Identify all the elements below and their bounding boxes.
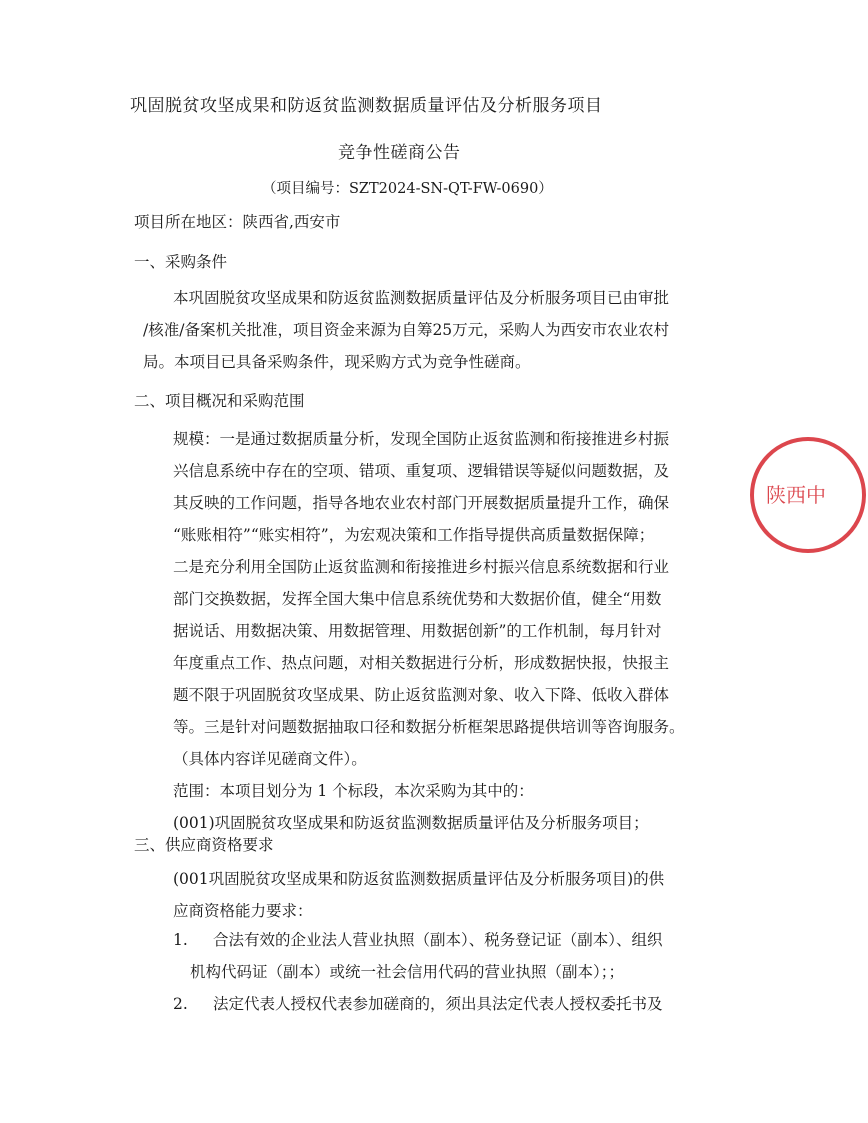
requirement-number: 2. <box>173 995 188 1013</box>
requirement-text: 机构代码证（副本）或统一社会信用代码的营业执照（副本）；； <box>190 963 625 981</box>
section-3-intro-line: (001巩固脱贫攻坚成果和防返贫监测数据质量评估及分析服务项目)的供 <box>173 870 665 888</box>
scale-line: 二是充分利用全国防止返贫监测和衔接推进乡村振兴信息系统数据和行业 <box>173 558 670 576</box>
scale-line: 据说话、用数据决策、用数据管理、用数据创新”的工作机制，每月针对 <box>173 622 662 640</box>
scale-line: “账账相符”“账实相符”，为宏观决策和工作指导提供高质量数据保障； <box>173 526 655 544</box>
project-location: 项目所在地区：陕西省,西安市 <box>134 213 341 231</box>
section-3-heading: 三、供应商资格要求 <box>134 836 274 854</box>
section-1-line: 本巩固脱贫攻坚成果和防返贫监测数据质量评估及分析服务项目已由审批 <box>173 289 670 307</box>
scale-line: （具体内容详见磋商文件）。 <box>173 750 367 768</box>
section-1-heading: 一、采购条件 <box>134 253 228 271</box>
scale-line: 兴信息系统中存在的空项、错项、重复项、逻辑错误等疑似问题数据，及 <box>173 462 670 480</box>
scale-line: 其反映的工作问题，指导各地农业农村部门开展数据质量提升工作，确保 <box>173 494 670 512</box>
scale-line: 年度重点工作、热点问题，对相关数据进行分析，形成数据快报，快报主 <box>173 654 670 672</box>
requirement-number: 1. <box>173 931 188 949</box>
scale-line: 部门交换数据，发挥全国大集中信息系统优势和大数据价值，健全“用数 <box>173 590 662 608</box>
title-line-1: 巩固脱贫攻坚成果和防返贫监测数据质量评估及分析服务项目 <box>130 96 603 116</box>
requirement-text: 法定代表人授权代表参加磋商的，须出具法定代表人授权委托书及 <box>213 995 663 1013</box>
scale-line: 规模：一是通过数据质量分析，发现全国防止返贫监测和衔接推进乡村振 <box>173 430 670 448</box>
section-2-heading: 二、项目概况和采购范围 <box>134 392 305 410</box>
section-1-line: /核准/备案机关批准，项目资金来源为自筹25万元，采购人为西安市农业农村 <box>143 321 670 339</box>
project-number: （项目编号：SZT2024-SN-QT-FW-0690） <box>262 181 553 197</box>
scope-line: 范围：本项目划分为 1 个标段，本次采购为其中的： <box>173 782 534 800</box>
title-line-2: 竞争性磋商公告 <box>338 143 461 163</box>
scale-line: 等。三是针对问题数据抽取口径和数据分析框架思路提供培训等咨询服务。 <box>173 718 685 736</box>
svg-text:陕西中: 陕西中 <box>766 483 826 507</box>
lot-line: (001)巩固脱贫攻坚成果和防返贫监测数据质量评估及分析服务项目； <box>173 814 649 832</box>
section-3-intro-line: 应商资格能力要求： <box>173 902 313 920</box>
scale-line: 题不限于巩固脱贫攻坚成果、防止返贫监测对象、收入下降、低收入群体 <box>173 686 670 704</box>
official-seal <box>748 430 868 560</box>
section-1-line: 局。本项目已具备采购条件，现采购方式为竞争性磋商。 <box>143 353 531 371</box>
requirement-text: 合法有效的企业法人营业执照（副本）、税务登记证（副本）、组织 <box>213 931 663 949</box>
